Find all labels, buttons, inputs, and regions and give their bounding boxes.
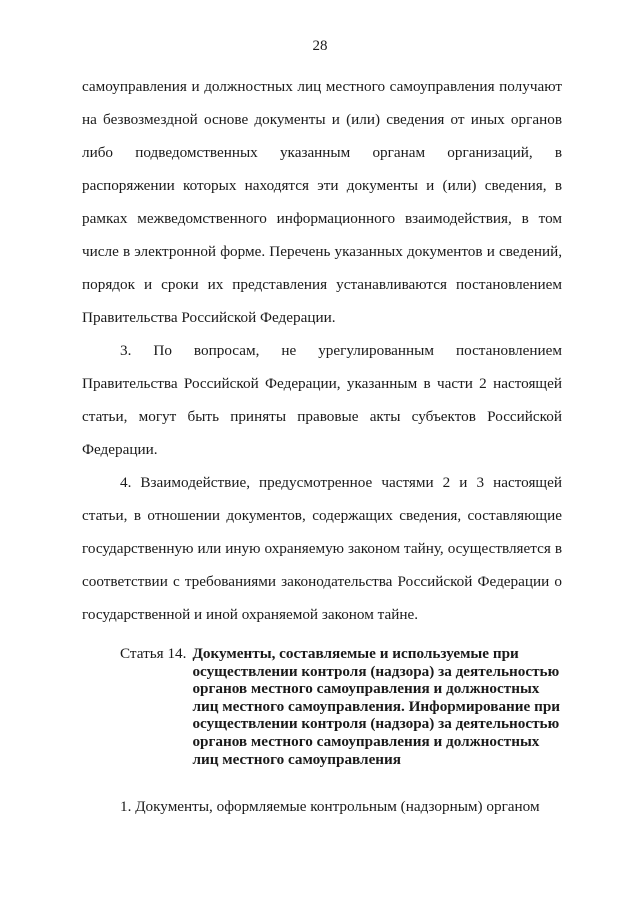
paragraph-article-14-part-1: 1. Документы, оформляемые контрольным (надзорным) органом bbox=[120, 798, 540, 816]
document-body bbox=[82, 70, 562, 823]
page-number: 28 bbox=[312, 38, 328, 54]
article-label: Статья 14. bbox=[120, 645, 187, 662]
paragraph-part-4: 4. Взаимодействие, предусмотренное частями 2 и 3 настоящей статьи, в отношении документов, содержащих сведения, составляющие государственную или иную охраняемую законом тайну, осуществляется в соответствии с требованиями законодательства Российской Федерации о государственной и иной охраняемой законом тайне. bbox=[82, 474, 562, 623]
paragraph-part-3: 3. По вопросам, не урегулированным постановлением Правительства Российской Федерации, указанным в части 2 настоящей статьи, могут быть приняты правовые акты субъектов Российской Федерации. bbox=[82, 342, 562, 458]
article-title: Документы, составляемые и используемые при осуществлении контроля (надзора) за деятельностью органов местного самоуправления и должностных лиц местного самоуправления. Информирование при осуществлении контроля (надзора) за деятельностью органов местного самоуправления и должностных лиц местного самоуправления bbox=[192, 645, 561, 768]
article-heading bbox=[120, 645, 562, 768]
paragraph-continuation: самоуправления и должностных лиц местного самоуправления получают на безвозмездной основе документы и (или) сведения от иных органов либо подведомственных указанным органам организаций, в распоряжении которых находятся эти документы и (или) сведения, в рамках межведомственного информационного взаимодействия, в том числе в электронной форме. Перечень указанных документов и сведений, порядок и сроки их представления устанавливаются постановлением Правительства Российской Федерации. bbox=[82, 78, 562, 326]
